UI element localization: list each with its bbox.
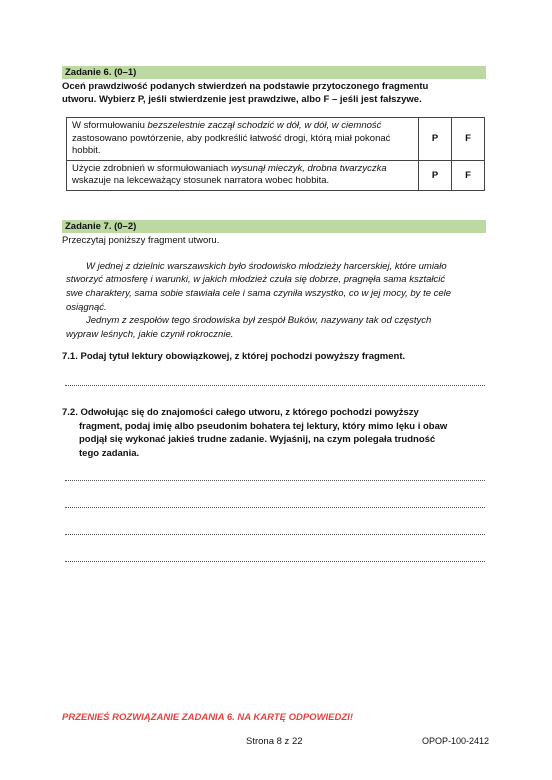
page-number: Strona 8 z 22: [246, 736, 303, 747]
question-7-2-line4: tego zadania.: [79, 448, 140, 459]
answer-p-2[interactable]: P: [419, 160, 452, 190]
statement-2: [67, 160, 419, 190]
question-7-2-line1: 7.2. Odwołując się do znajomości całego utworu, z którego pochodzi powyższy: [62, 407, 419, 418]
table-row: [67, 118, 485, 161]
quote-line: swe charaktery, sama sobie stawiała cele i sama czyniła wszystko, co w jej mocy, by te cele: [66, 288, 452, 299]
answer-line[interactable]: [65, 385, 485, 386]
quote-line: osiągnąć.: [66, 302, 107, 313]
answer-line[interactable]: [65, 561, 485, 562]
quote-line: wypraw leśnych, jakie czynił rokrocznie.: [66, 329, 234, 340]
answer-line[interactable]: [65, 507, 485, 508]
quote-line: W jednej z dzielnic warszawskich było środowisko młodzieży harcerskiej, które umiało: [86, 261, 447, 272]
question-7-1: 7.1. Podaj tytuł lektury obowiązkowej, z której pochodzi powyższy fragment.: [62, 351, 406, 362]
quote-line: stworzyć atmosferę i warunki, w jakich młodzież czuła się dobrze, pragnęła sama kształcić: [66, 274, 446, 285]
table-row: [67, 160, 485, 190]
statement-2-line1-text: Użycie zdrobnień w sformułowaniach: [72, 162, 231, 174]
answer-line[interactable]: [65, 534, 485, 535]
statement-1-line2: zastosowano powtórzenie, aby podkreślić łatwość drogi, którą miał pokonać: [72, 132, 391, 144]
task6-instruction-line1: Oceń prawdziwość podanych stwierdzeń na podstawie przytoczonego fragmentu: [62, 81, 429, 92]
task6-header: Zadanie 6. (0–1): [62, 66, 486, 79]
statement-2-line2: wskazuje na lekceważący stosunek narratora wobec hobbita.: [72, 175, 330, 186]
statement-1-line1-text: W sformułowaniu: [72, 120, 148, 131]
answer-f-1[interactable]: F: [452, 118, 485, 161]
statement-1-line3: hobbit.: [72, 145, 101, 156]
quote-line: Jednym z zespołów tego środowiska był zespół Buków, nazywany tak od częstych: [86, 315, 432, 326]
true-false-table: [66, 117, 485, 191]
statement-1-quote: bezszelestnie zaczął schodzić w dół, w dół, w ciemność: [147, 120, 382, 131]
exam-code: OPOP-100-2412: [422, 736, 490, 746]
task6-instruction-line2: utworu. Wybierz P, jeśli stwierdzenie jest prawdziwe, albo F – jeśli jest fałszywe.: [62, 94, 422, 105]
statement-1: [67, 118, 419, 161]
statement-2-quote: wysunął mieczyk, drobna twarzyczka: [230, 162, 387, 174]
answer-p-1[interactable]: P: [419, 118, 452, 161]
answer-line[interactable]: [65, 480, 485, 481]
transfer-answer-note: PRZENIEŚ ROZWIĄZANIE ZADANIA 6. NA KARTĘ ODPOWIEDZI!: [62, 712, 353, 723]
task7-header: Zadanie 7. (0–2): [62, 220, 486, 233]
question-7-2-line3: podjął się wykonać jakieś trudne zadanie. Wyjaśnij, na czym polegała trudność: [79, 434, 436, 445]
task7-intro: Przeczytaj poniższy fragment utworu.: [62, 235, 220, 246]
question-7-2-line2: fragment, podaj imię albo pseudonim bohatera tej lektury, który mimo lęku i obaw: [79, 421, 448, 432]
answer-f-2[interactable]: F: [452, 160, 485, 190]
